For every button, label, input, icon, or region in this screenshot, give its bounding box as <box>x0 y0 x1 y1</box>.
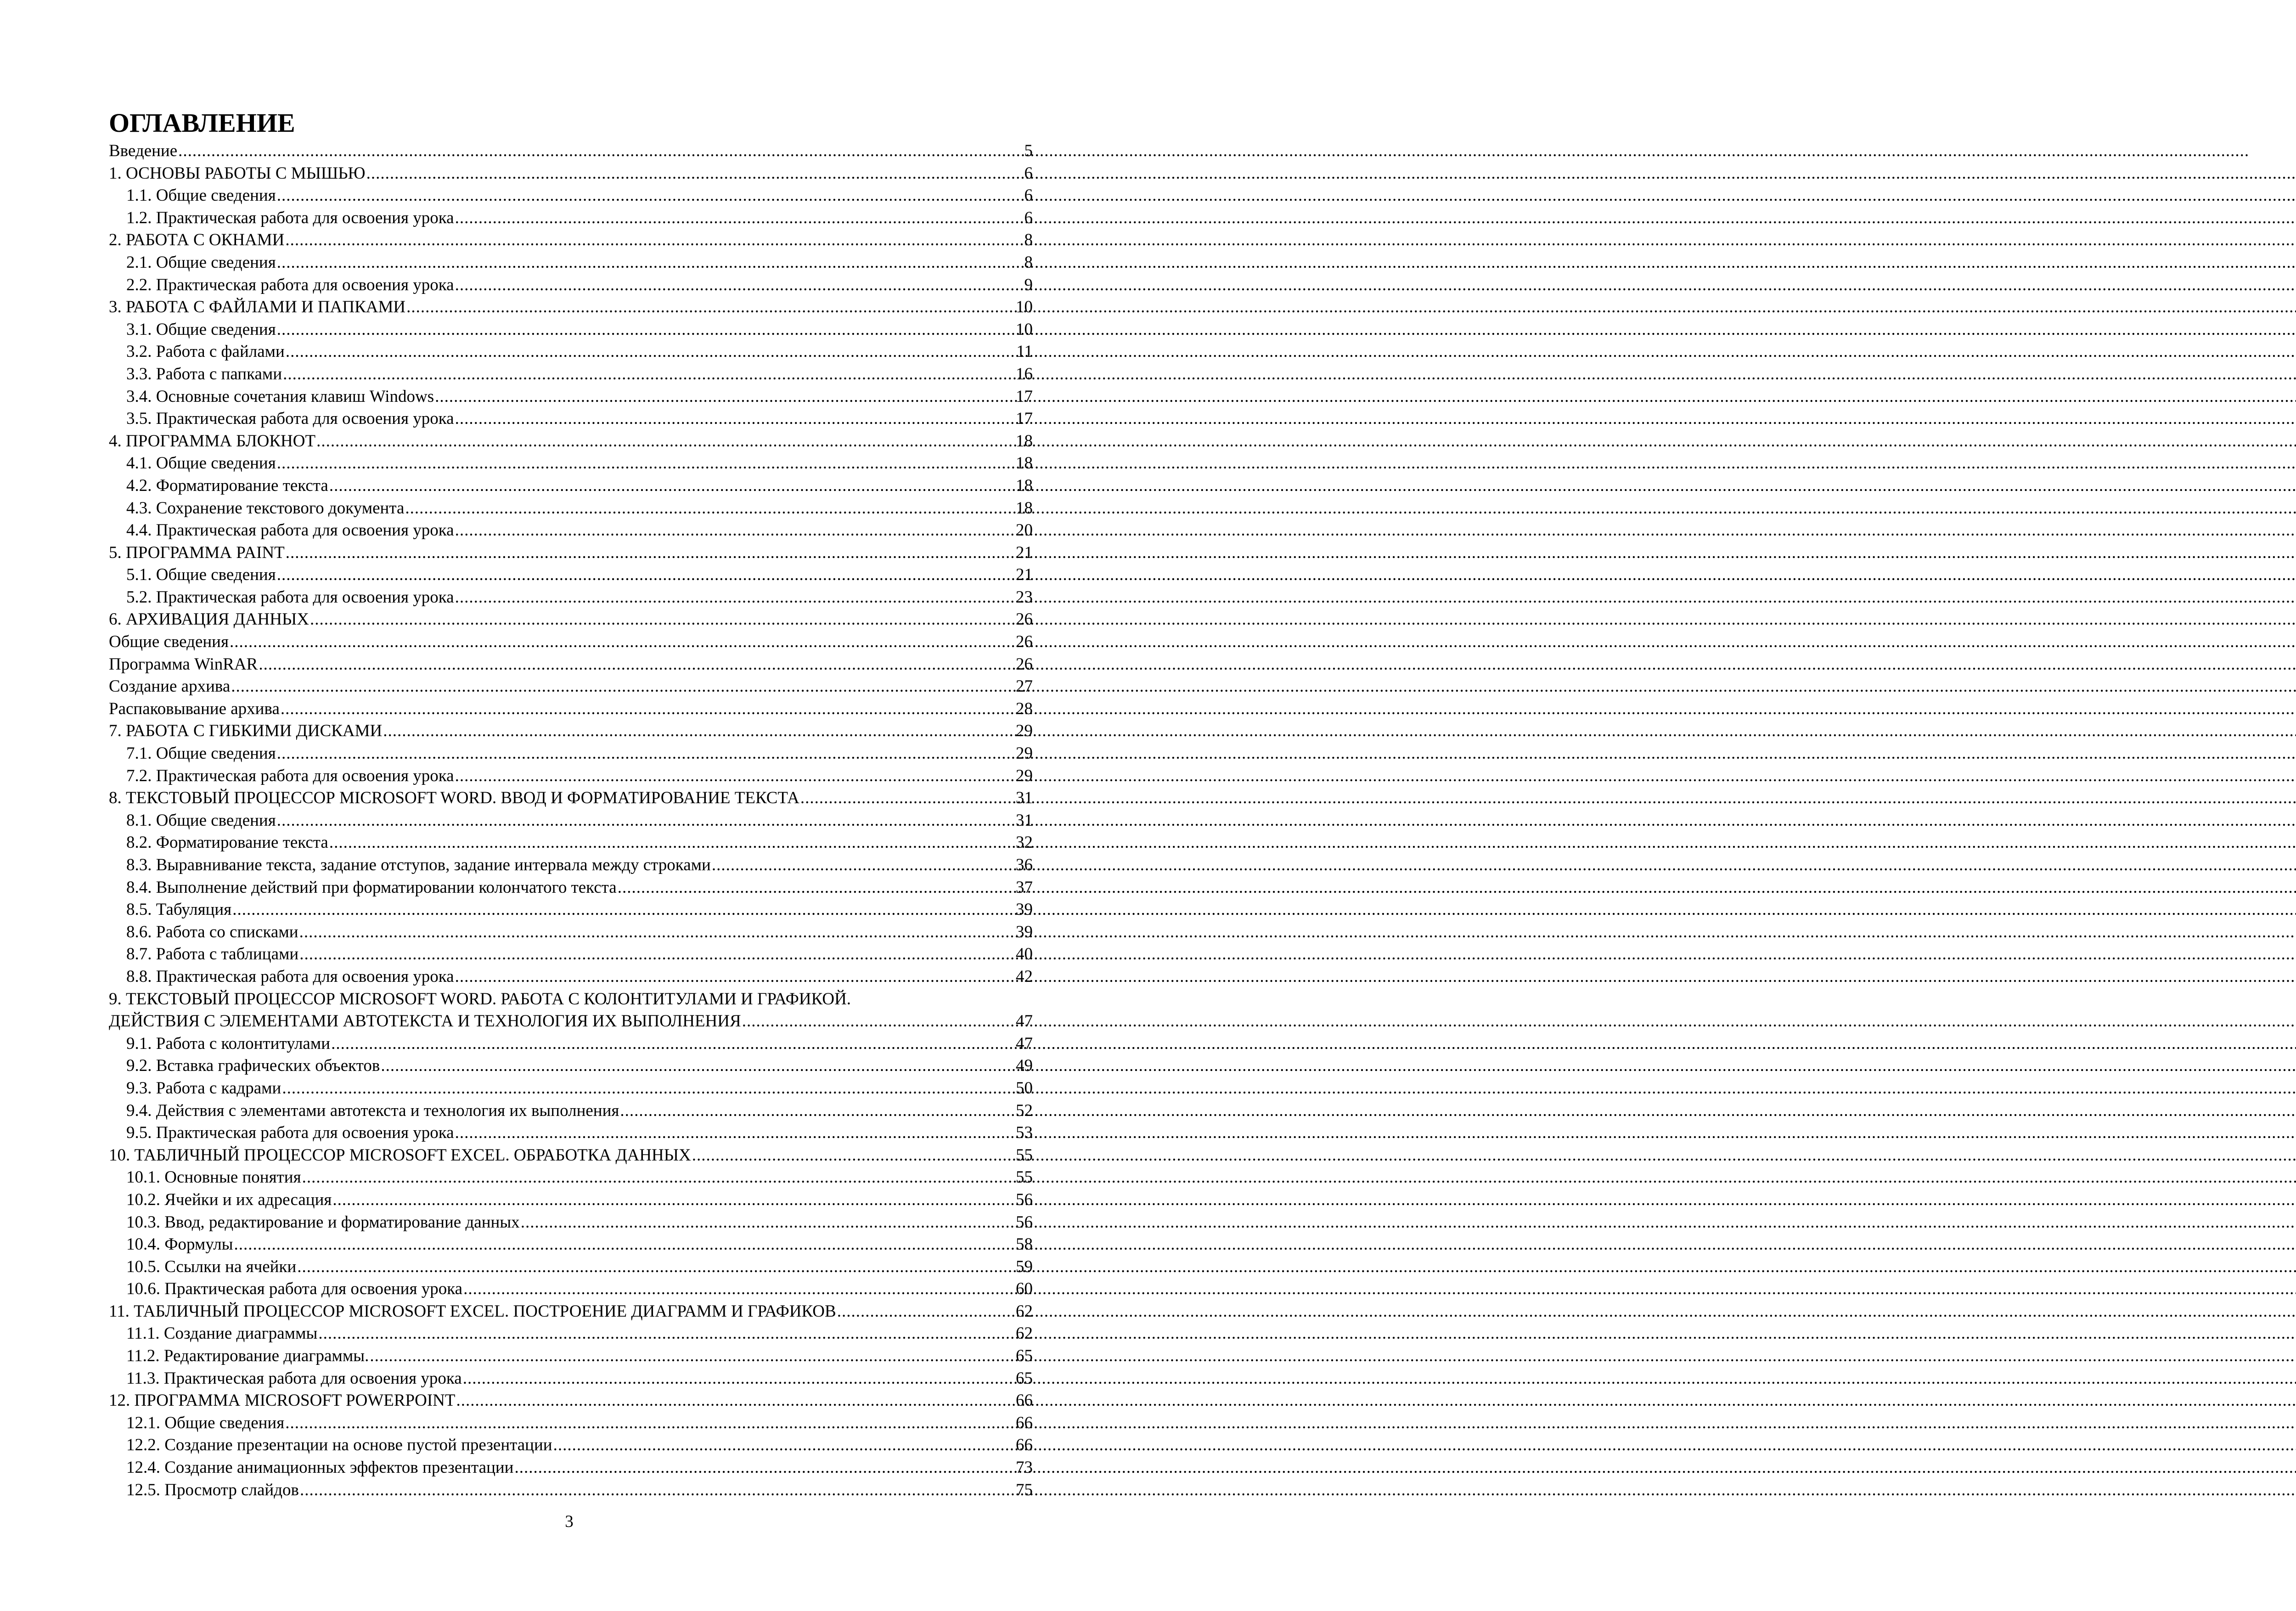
toc-entry[interactable] <box>109 1033 1033 1055</box>
toc-entry-page: 37 <box>1016 878 1033 897</box>
dot-leader <box>277 185 1024 207</box>
toc-entry[interactable] <box>109 319 1033 341</box>
toc-entry[interactable] <box>109 631 1033 653</box>
toc-entry-page: 18 <box>1016 498 1033 518</box>
dot-leader <box>285 1412 1015 1435</box>
toc-entry-label: 12.4. Создание анимационных эффектов презентации <box>126 1458 514 1477</box>
toc-entry-label: Распаковывание архива <box>109 699 280 718</box>
toc-entry-page: 11 <box>1016 342 1033 361</box>
toc-entry-label: 9.1. Работа с колонтитулами <box>126 1034 331 1053</box>
dot-leader <box>837 1301 1015 1323</box>
toc-entry-page: 47 <box>1016 1012 1033 1031</box>
toc-entry-label: 1. ОСНОВЫ РАБОТЫ С МЫШЬЮ <box>109 163 366 183</box>
toc-entry-page: 31 <box>1016 811 1033 830</box>
toc-entry-page: 10 <box>1016 320 1033 339</box>
toc-entry-label: 2.1. Общие сведения <box>126 253 276 272</box>
toc-entry-label: 6. АРХИВАЦИЯ ДАННЫХ <box>109 610 309 629</box>
dot-leader <box>277 319 1015 341</box>
toc-entry-label: 12.1. Общие сведения <box>126 1413 285 1432</box>
toc-entry-page: 29 <box>1016 744 1033 763</box>
toc-entry-label: 8.6. Работа со списками <box>126 922 298 941</box>
toc-entry-page: 65 <box>1016 1369 1033 1388</box>
document-page <box>0 0 1138 1611</box>
toc-entry-page: 27 <box>1016 677 1033 696</box>
toc-entry[interactable] <box>109 877 1033 899</box>
toc-entry-label: Создание архива <box>109 677 231 696</box>
toc-entry[interactable] <box>109 1434 1033 1457</box>
toc-entry-page: 66 <box>1016 1391 1033 1410</box>
toc-entry-page: 5 <box>1024 141 1033 160</box>
dot-leader <box>692 1144 1015 1167</box>
dot-leader <box>277 743 1015 765</box>
toc-entry[interactable] <box>109 1256 1033 1279</box>
toc-entry-page: 21 <box>1016 565 1033 585</box>
dot-leader <box>259 653 1015 676</box>
toc-entry-label: 2.2. Практическая работа для освоения урока <box>126 275 454 294</box>
dot-leader <box>435 386 1015 408</box>
dot-leader <box>456 1390 1015 1412</box>
page-number: 3 <box>565 1512 574 1531</box>
toc-entry[interactable] <box>109 1368 1033 1390</box>
toc-entry[interactable] <box>109 542 1033 564</box>
toc-entry-page: 39 <box>1016 922 1033 941</box>
toc-entry[interactable] <box>109 341 1033 363</box>
dot-leader <box>332 1189 1015 1211</box>
dot-leader <box>742 1010 1015 1033</box>
dot-leader <box>300 1479 1015 1502</box>
toc-entry[interactable] <box>109 1100 1033 1122</box>
dot-leader <box>553 1434 1015 1457</box>
toc-entry-label: 4.3. Сохранение текстового документа <box>126 498 405 518</box>
dot-leader <box>277 810 1015 832</box>
dot-leader <box>521 1211 1015 1234</box>
toc-entry-page: 8 <box>1024 253 1033 272</box>
toc-entry-page: 6 <box>1024 208 1033 227</box>
toc-entry[interactable] <box>109 1323 1033 1345</box>
dot-leader <box>302 1166 1015 1189</box>
dot-leader <box>178 140 1023 163</box>
toc-entry[interactable] <box>109 1055 1033 1077</box>
dot-leader <box>310 608 1015 631</box>
toc-entry-label: 3.3. Работа с папками <box>126 364 282 383</box>
toc-entry-page: 29 <box>1016 766 1033 785</box>
toc-entry-label: 3. РАБОТА С ФАЙЛАМИ И ПАПКАМИ <box>109 298 406 317</box>
toc-entry[interactable] <box>109 1412 1033 1435</box>
page-title: ОГЛАВЛЕНИЕ <box>109 108 295 138</box>
toc-entry[interactable] <box>109 1144 1033 1167</box>
toc-entry-page: 75 <box>1016 1480 1033 1499</box>
toc-entry[interactable] <box>109 1345 1033 1368</box>
dot-leader <box>286 542 1015 564</box>
toc-entry[interactable] <box>109 497 1033 520</box>
toc-entry[interactable] <box>109 720 1033 743</box>
dot-leader <box>285 229 1023 252</box>
toc-entry-label: 10.4. Формулы <box>126 1235 233 1254</box>
dot-leader <box>620 1100 1015 1122</box>
toc-entry-label: 7.1. Общие сведения <box>126 744 276 763</box>
toc-entry-9-line-2[interactable] <box>109 1010 1033 1033</box>
toc-entry[interactable] <box>109 475 1033 497</box>
dot-leader <box>281 698 1015 721</box>
toc-entry[interactable] <box>109 296 1033 319</box>
dot-leader <box>277 252 1024 274</box>
toc-entry[interactable] <box>109 966 1033 988</box>
toc-entry[interactable] <box>109 1122 1033 1144</box>
toc-entry[interactable] <box>109 1189 1033 1211</box>
toc-entry[interactable] <box>109 430 1033 453</box>
dot-leader <box>286 341 1016 363</box>
dot-leader <box>299 921 1015 944</box>
toc-entry-label: 10.6. Практическая работа для освоения урока <box>126 1279 463 1299</box>
toc-entry-label: 9.4. Действия с элементами автотекста и технология их выполнения <box>126 1101 619 1120</box>
toc-entry[interactable] <box>109 252 1033 274</box>
toc-entry-label: 11.3. Практическая работа для освоения урока <box>126 1369 462 1388</box>
toc-entry-label: 10.2. Ячейки и их адресация <box>126 1190 332 1209</box>
toc-entry-label: 8. ТЕКСТОВЫЙ ПРОЦЕССОР MICROSOFT WORD. ВВОД И ФОРМАТИРОВАНИЕ ТЕКСТА <box>109 789 799 808</box>
dot-leader <box>455 274 1024 297</box>
toc-entry[interactable] <box>109 229 1033 252</box>
dot-leader <box>455 966 1015 988</box>
toc-entry-page: 6 <box>1024 163 1033 183</box>
toc-entry[interactable] <box>109 1211 1033 1234</box>
toc-entry[interactable] <box>109 274 1033 297</box>
table-of-contents <box>109 140 1033 1501</box>
toc-entry-label: 2. РАБОТА С ОКНАМИ <box>109 231 285 250</box>
toc-entry-label: 12.2. Создание презентации на основе пустой презентации <box>126 1436 552 1455</box>
dot-leader <box>463 1368 1015 1390</box>
toc-entry-label: Программа WinRAR <box>109 654 258 674</box>
toc-entry-label: 7.2. Практическая работа для освоения урока <box>126 766 454 785</box>
toc-entry-label: 9. ТЕКСТОВЫЙ ПРОЦЕССОР MICROSOFT WORD. РАБОТА С КОЛОНТИТУЛАМИ И ГРАФИКОЙ. <box>109 989 851 1008</box>
toc-entry-page: 20 <box>1016 521 1033 540</box>
toc-entry-label: 4.2. Форматирование текста <box>126 476 328 495</box>
toc-entry[interactable] <box>109 921 1033 944</box>
toc-entry-label: 10.3. Ввод, редактирование и форматирование данных <box>126 1212 520 1232</box>
toc-entry-label: 4.1. Общие сведения <box>126 454 276 473</box>
toc-entry-label: 8.7. Работа с таблицами <box>126 945 299 964</box>
dot-leader <box>455 519 1015 542</box>
toc-entry-page: 66 <box>1016 1436 1033 1455</box>
toc-entry[interactable] <box>109 452 1033 475</box>
toc-entry-page: 17 <box>1016 409 1033 428</box>
dot-leader <box>234 1234 1015 1256</box>
toc-entry[interactable] <box>109 1457 1033 1479</box>
toc-entry-page: 50 <box>1016 1078 1033 1098</box>
dot-leader <box>277 452 1015 475</box>
toc-entry-page: 42 <box>1016 967 1033 986</box>
dot-leader <box>329 832 1015 854</box>
toc-entry-page: 17 <box>1016 387 1033 406</box>
toc-entry-label: Введение <box>109 141 178 160</box>
dot-leader <box>455 765 1015 788</box>
toc-entry-label: ДЕЙСТВИЯ С ЭЛЕМЕНТАМИ АВТОТЕКСТА И ТЕХНОЛОГИЯ ИХ ВЫПОЛНЕНИЯ <box>109 1012 741 1031</box>
toc-entry-label: 9.2. Вставка графических объектов <box>126 1056 380 1076</box>
toc-entry-label: 11.2. Редактирование диаграммы. <box>126 1346 369 1366</box>
toc-entry-label: 8.2. Форматирование текста <box>126 833 328 852</box>
toc-entry[interactable] <box>109 163 1033 185</box>
toc-entry-label: Общие сведения <box>109 632 229 652</box>
toc-entry-label: 11.1. Создание диаграммы <box>126 1324 318 1343</box>
toc-entry[interactable] <box>109 1077 1033 1100</box>
toc-entry[interactable] <box>109 765 1033 788</box>
dot-leader <box>406 296 1015 319</box>
toc-entry-page: 39 <box>1016 900 1033 919</box>
toc-entry-page: 18 <box>1016 454 1033 473</box>
toc-entry-label: 8.1. Общие сведения <box>126 811 276 830</box>
toc-entry-page: 21 <box>1016 543 1033 562</box>
toc-entry-label: 10.5. Ссылки на ячейки <box>126 1257 297 1276</box>
toc-entry-label: 3.5. Практическая работа для освоения урока <box>126 409 454 428</box>
toc-entry-label: 5.2. Практическая работа для освоения урока <box>126 587 454 607</box>
toc-entry[interactable] <box>109 653 1033 676</box>
toc-entry-page: 10 <box>1016 298 1033 317</box>
toc-entry-page: 26 <box>1016 610 1033 629</box>
dot-leader <box>316 430 1015 453</box>
toc-entry-page: 26 <box>1016 632 1033 652</box>
toc-entry[interactable] <box>109 1166 1033 1189</box>
toc-entry[interactable] <box>109 207 1033 230</box>
toc-entry-page: 26 <box>1016 654 1033 674</box>
toc-entry-label: 12.5. Просмотр слайдов <box>126 1480 299 1499</box>
dot-leader <box>712 854 1015 877</box>
toc-entry-page: 56 <box>1016 1190 1033 1209</box>
dot-leader <box>299 943 1015 966</box>
toc-entry-label: 5. ПРОГРАММА PAINT <box>109 543 285 562</box>
toc-entry[interactable] <box>109 1234 1033 1256</box>
dot-leader <box>318 1323 1015 1345</box>
dot-leader <box>370 1345 1015 1368</box>
dot-leader <box>455 408 1015 430</box>
dot-leader <box>514 1457 1015 1479</box>
toc-entry-page: 58 <box>1016 1235 1033 1254</box>
toc-entry-page: 8 <box>1024 231 1033 250</box>
toc-part-2 <box>109 1033 1033 1501</box>
dot-leader <box>455 207 1024 230</box>
dot-leader <box>232 899 1015 921</box>
toc-entry-label: 3.1. Общие сведения <box>126 320 276 339</box>
toc-entry[interactable] <box>109 787 1033 810</box>
toc-entry-page: 49 <box>1016 1056 1033 1076</box>
toc-entry[interactable] <box>109 676 1033 698</box>
toc-entry-page: 9 <box>1024 275 1033 294</box>
toc-entry-label: 8.5. Табуляция <box>126 900 232 919</box>
toc-entry-label: 9.3. Работа с кадрами <box>126 1078 281 1098</box>
toc-entry[interactable] <box>109 854 1033 877</box>
toc-entry-page: 28 <box>1016 699 1033 718</box>
dot-leader <box>366 163 1024 185</box>
dot-leader <box>381 1055 1015 1077</box>
toc-entry-label: 9.5. Практическая работа для освоения урока <box>126 1123 454 1143</box>
toc-entry-page: 6 <box>1024 186 1033 205</box>
toc-entry-page: 59 <box>1016 1257 1033 1276</box>
toc-entry-label: 5.1. Общие сведения <box>126 565 276 585</box>
dot-leader <box>455 586 1015 609</box>
toc-entry[interactable] <box>109 1301 1033 1323</box>
toc-entry[interactable] <box>109 586 1033 609</box>
toc-entry[interactable] <box>109 386 1033 408</box>
toc-entry-label: 4. ПРОГРАММА БЛОКНОТ <box>109 431 316 451</box>
toc-entry[interactable] <box>109 832 1033 854</box>
toc-entry-page: 40 <box>1016 945 1033 964</box>
dot-leader <box>463 1278 1015 1301</box>
toc-entry-page: 23 <box>1016 587 1033 607</box>
toc-entry[interactable] <box>109 743 1033 765</box>
toc-entry[interactable] <box>109 1278 1033 1301</box>
toc-entry-label: 11. ТАБЛИЧНЫЙ ПРОЦЕССОР MICROSOFT EXCEL. ПОСТРОЕНИЕ ДИАГРАММ И ГРАФИКОВ <box>109 1301 836 1321</box>
toc-entry-page: 18 <box>1016 431 1033 451</box>
toc-entry-label: 10. ТАБЛИЧНЫЙ ПРОЦЕССОР MICROSOFT EXCEL. ОБРАБОТКА ДАННЫХ <box>109 1145 691 1165</box>
toc-entry-page: 53 <box>1016 1123 1033 1143</box>
dot-leader <box>231 676 1015 698</box>
toc-entry-page: 66 <box>1016 1413 1033 1432</box>
toc-entry-page: 73 <box>1016 1458 1033 1477</box>
toc-entry-label: 7. РАБОТА С ГИБКИМИ ДИСКАМИ <box>109 721 383 741</box>
dot-leader <box>405 497 1015 520</box>
toc-entry-label: 1.2. Практическая работа для освоения урока <box>126 208 454 227</box>
toc-entry[interactable] <box>109 363 1033 386</box>
toc-part-1 <box>109 140 1033 988</box>
toc-entry[interactable] <box>109 140 1033 163</box>
toc-entry-9-line-1[interactable] <box>109 988 1033 1011</box>
toc-entry-label: 3.4. Основные сочетания клавиш Windows <box>126 387 434 406</box>
toc-entry[interactable] <box>109 185 1033 207</box>
toc-entry-page: 52 <box>1016 1101 1033 1120</box>
dot-leader <box>383 720 1015 743</box>
dot-leader <box>283 363 1015 386</box>
toc-entry[interactable] <box>109 899 1033 921</box>
dot-leader <box>800 787 1015 810</box>
toc-entry-label: 12. ПРОГРАММА MICROSOFT POWERPOINT <box>109 1391 456 1410</box>
dot-leader <box>230 631 1015 653</box>
dot-leader <box>329 475 1015 497</box>
toc-entry[interactable] <box>109 1479 1033 1502</box>
toc-entry-page: 55 <box>1016 1168 1033 1187</box>
toc-entry-page: 47 <box>1016 1034 1033 1053</box>
toc-entry[interactable] <box>109 698 1033 721</box>
toc-entry-page: 36 <box>1016 856 1033 874</box>
toc-entry[interactable] <box>109 564 1033 586</box>
toc-entry-page: 65 <box>1016 1346 1033 1366</box>
toc-entry-label: 1.1. Общие сведения <box>126 186 276 205</box>
toc-entry-page: 16 <box>1016 364 1033 383</box>
toc-entry[interactable] <box>109 608 1033 631</box>
toc-entry-page: 56 <box>1016 1212 1033 1232</box>
toc-entry-label: 8.4. Выполнение действий при форматировании колончатого текста <box>126 878 617 897</box>
dot-leader <box>331 1033 1015 1055</box>
toc-entry-page: 62 <box>1016 1324 1033 1343</box>
dot-leader <box>282 1077 1015 1100</box>
toc-entry-label: 4.4. Практическая работа для освоения урока <box>126 521 454 540</box>
toc-entry-page: 18 <box>1016 476 1033 495</box>
toc-entry[interactable] <box>109 408 1033 430</box>
toc-entry-page: 60 <box>1016 1279 1033 1299</box>
dot-leader <box>277 564 1015 586</box>
toc-entry[interactable] <box>109 943 1033 966</box>
dot-leader <box>297 1256 1015 1279</box>
toc-entry-label: 10.1. Основные понятия <box>126 1168 301 1187</box>
toc-entry-page: 62 <box>1016 1301 1033 1321</box>
toc-entry[interactable] <box>109 519 1033 542</box>
toc-entry-page: 32 <box>1016 833 1033 852</box>
toc-entry-page: 31 <box>1016 789 1033 808</box>
toc-entry-label: 3.2. Работа с файлами <box>126 342 285 361</box>
dot-leader <box>618 877 1015 899</box>
toc-entry-page: 55 <box>1016 1145 1033 1165</box>
toc-entry-label: 8.3. Выравнивание текста, задание отступов, задание интервала между строками <box>126 856 711 874</box>
toc-entry-page: 29 <box>1016 721 1033 741</box>
toc-entry[interactable] <box>109 810 1033 832</box>
toc-entry-label: 8.8. Практическая работа для освоения урока <box>126 967 454 986</box>
toc-entry[interactable] <box>109 1390 1033 1412</box>
dot-leader <box>455 1122 1015 1144</box>
